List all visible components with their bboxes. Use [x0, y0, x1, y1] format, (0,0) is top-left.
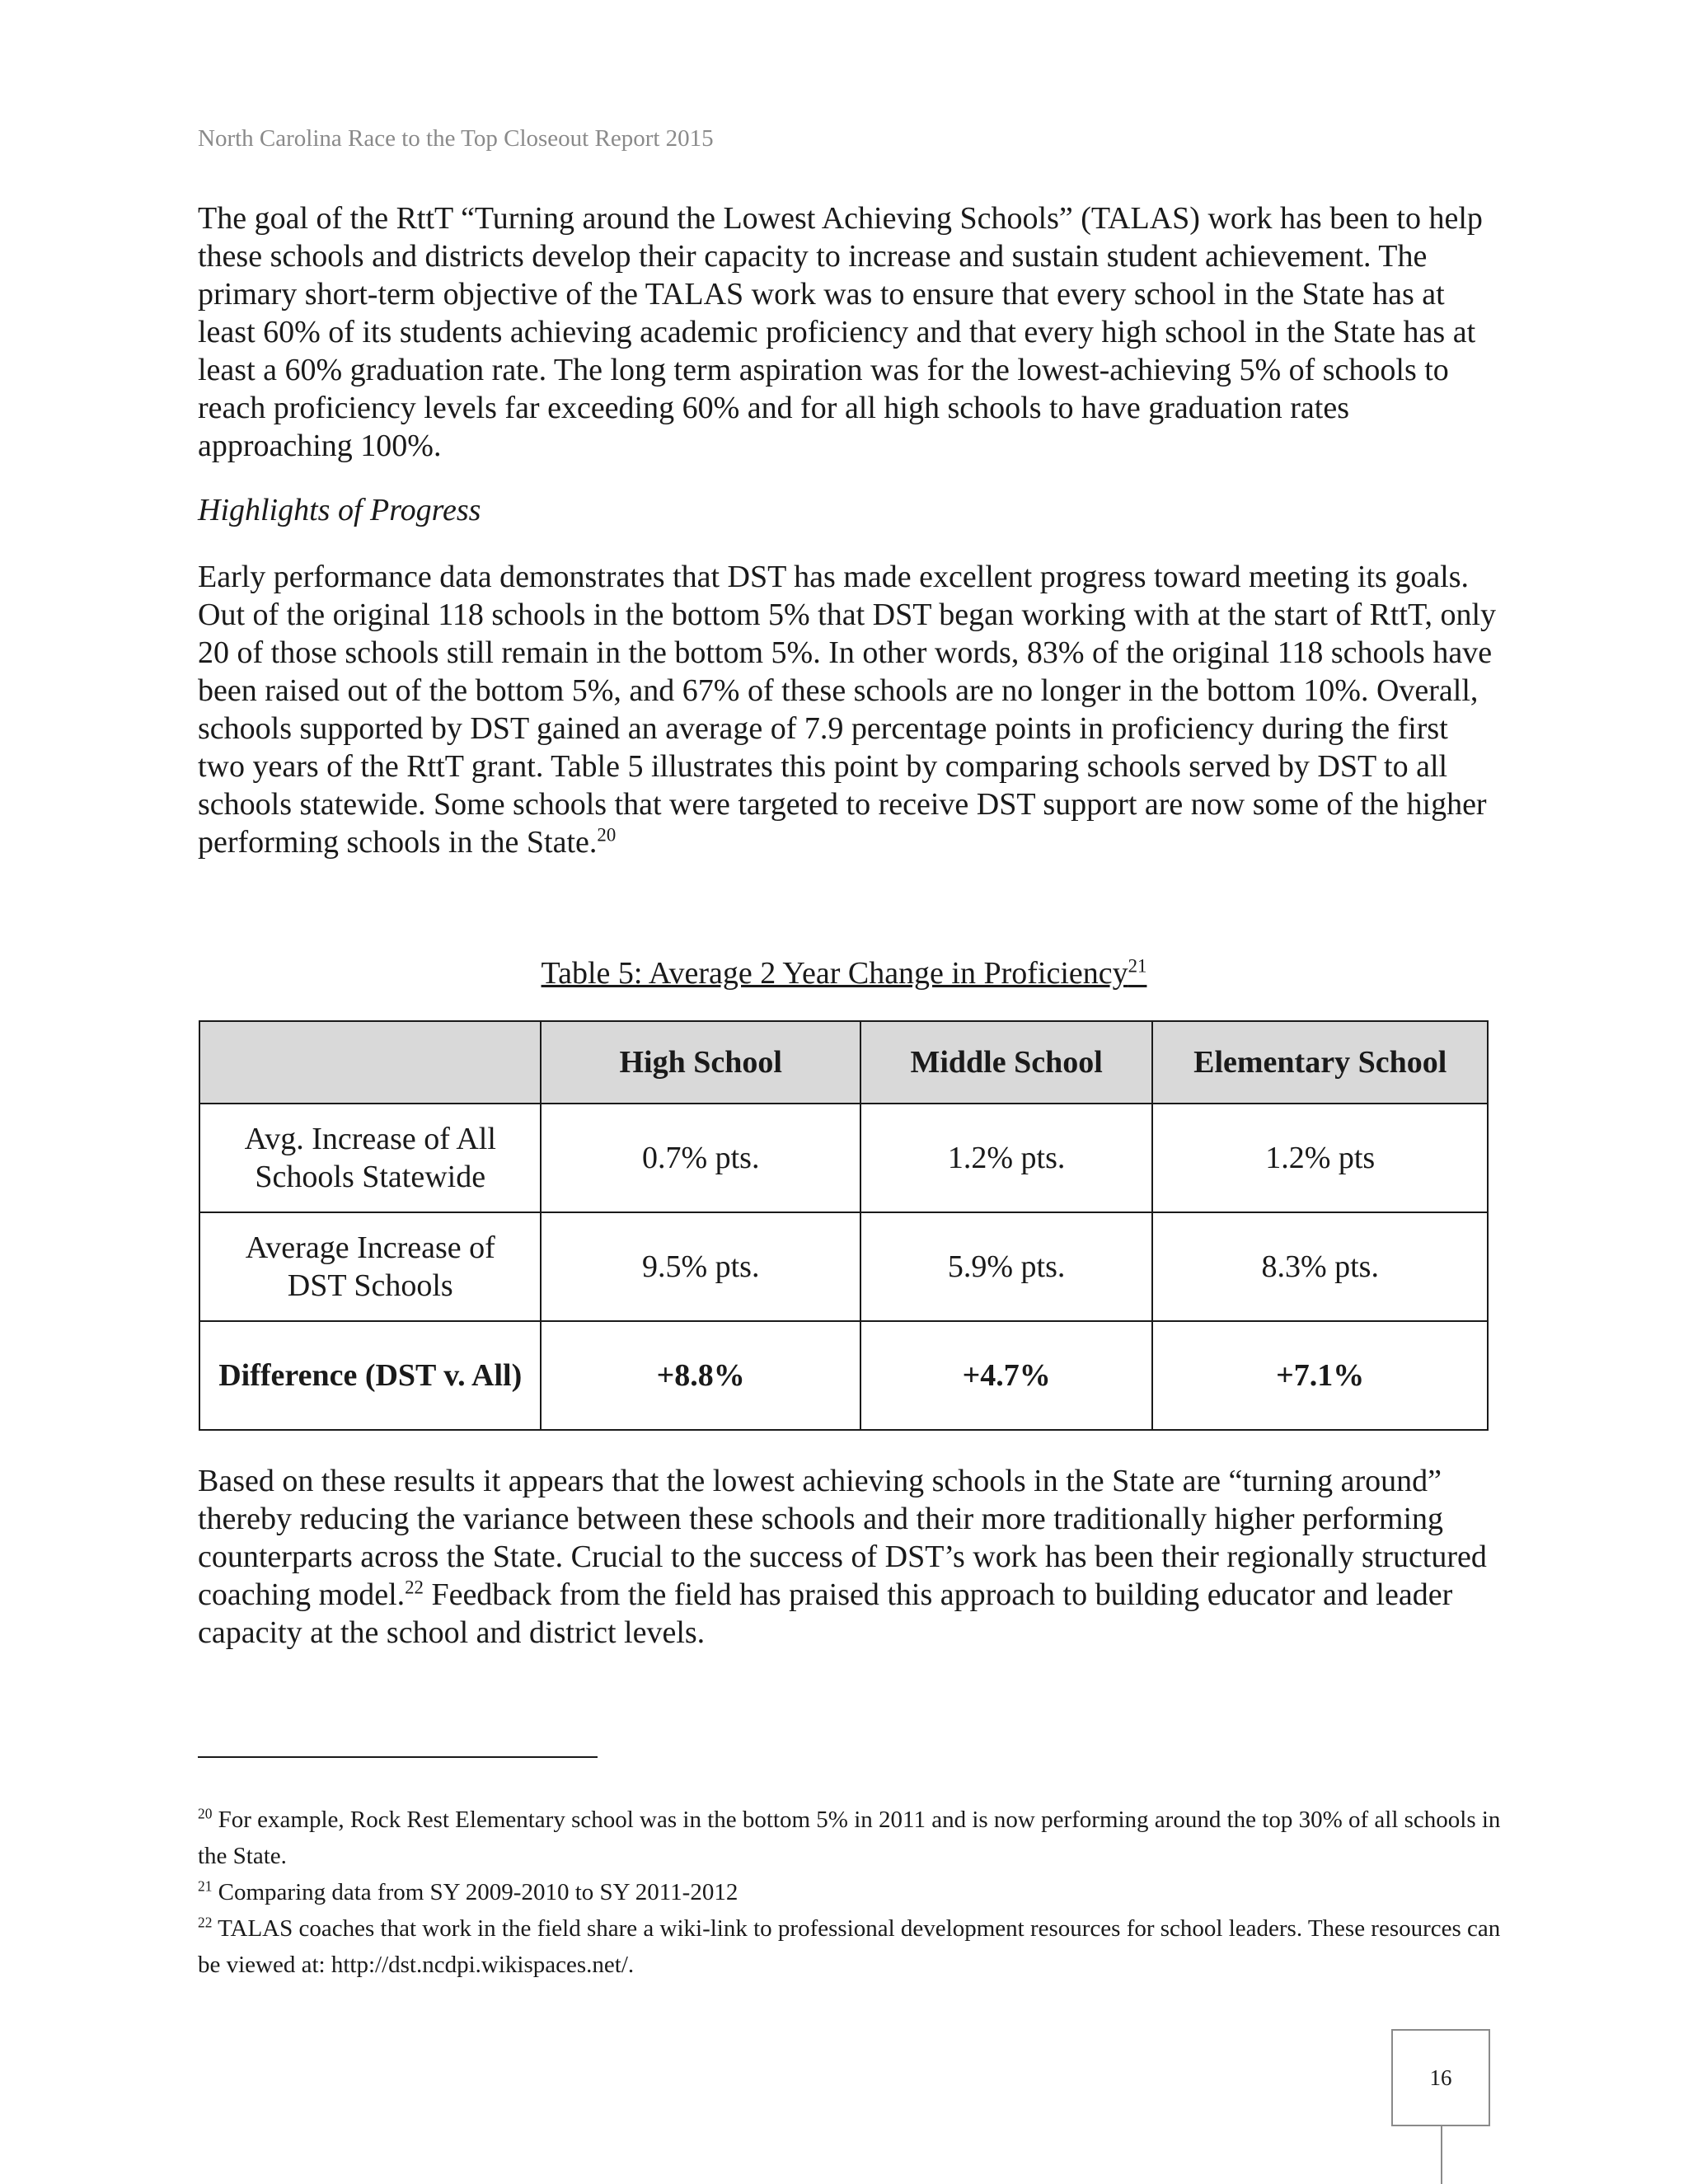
footnote-number: 20 — [198, 1805, 213, 1822]
results-paragraph-text-continued: Feedback from the field has praised this approach to building educator and leader capacity at the school and district levels. — [198, 1577, 1453, 1650]
row-label-difference: Difference (DST v. All) — [199, 1321, 541, 1430]
footnote-20 — [198, 1802, 1517, 1874]
footnote-text: For example, Rock Rest Elementary school was in the bottom 5% in 2011 and is now performing around the top 30% of all schools in the State. — [198, 1807, 1501, 1869]
table-cell: 1.2% pts. — [860, 1104, 1153, 1212]
progress-paragraph-text: Early performance data demonstrates that DST has made excellent progress toward meeting its goals. Out of the original 118 schools in the bottom 5% that DST began working with at the start of RttT, only 20 of those schools still remain in the bottom 5%. In other words, 83% of the original 118 schools have been raised out of the bottom 5%, and 67% of these schools are no longer in the bottom 10%. Overall, schools supported by DST gained an average of 7.9 percentage points in proficiency during the first two years of the RttT grant. Table 5 illustrates this point by comparing schools served by DST to all schools statewide. Some schools that were targeted to receive DST support are now some of the higher performing schools in the State. — [198, 560, 1497, 860]
page-number-stem — [1441, 2125, 1442, 2184]
footnote-separator — [198, 1756, 598, 1758]
footnote-ref-21[interactable]: 21 — [1128, 955, 1147, 977]
section-heading: Highlights of Progress — [198, 493, 481, 527]
table-caption-text: Table 5: Average 2 Year Change in Proficiency — [541, 956, 1128, 991]
table-header-cell-middle-school: Middle School — [860, 1021, 1153, 1104]
row-label-dst-schools: Average Increase of DST Schools — [199, 1212, 541, 1321]
footnote-ref-20[interactable]: 20 — [597, 824, 617, 846]
footnote-number: 21 — [198, 1877, 213, 1895]
table-cell: 0.7% pts. — [541, 1104, 860, 1212]
table-row-difference — [199, 1321, 1488, 1430]
table-header-cell-empty — [199, 1021, 541, 1104]
progress-paragraph — [198, 558, 1500, 861]
table-cell: 5.9% pts. — [860, 1212, 1153, 1321]
table-row — [199, 1104, 1488, 1212]
intro-paragraph: The goal of the RttT “Turning around the Lowest Achieving Schools” (TALAS) work has been to help these schools and districts develop their capacity to increase and sustain student achievement. The primary short-term objective of the TALAS work was to ensure that every school in the State has at least 60% of its students achieving academic proficiency and that every high school in the State has at least a 60% graduation rate. The long term aspiration was for the lowest-achieving 5% of schools to reach proficiency levels far exceeding 60% and for all high schools to have graduation rates approaching 100%. — [198, 201, 1483, 463]
table-cell: 1.2% pts — [1152, 1104, 1488, 1212]
table-cell: 9.5% pts. — [541, 1212, 860, 1321]
results-paragraph-text: Based on these results it appears that the lowest achieving schools in the State are “turning around” thereby reducing the variance between these schools and their more traditionally higher performing counterparts across the State. Crucial to the success of DST’s work has been their regionally structured coaching model. — [198, 1464, 1487, 1612]
footnote-text: TALAS coaches that work in the field share a wiki-link to professional development resources for school leaders. These resources can be viewed at: http://dst.ncdpi.wikispaces.net/. — [198, 1915, 1501, 1978]
footnote-21 — [198, 1874, 1517, 1910]
page-number-box — [1391, 2029, 1490, 2126]
results-paragraph — [198, 1462, 1500, 1652]
running-header: North Carolina Race to the Top Closeout Report 2015 — [198, 125, 714, 152]
table-row — [199, 1212, 1488, 1321]
table-cell: +8.8% — [541, 1321, 860, 1430]
footnote-text: Comparing data from SY 2009-2010 to SY 2011-2012 — [212, 1879, 738, 1905]
row-label-all-schools: Avg. Increase of All Schools Statewide — [199, 1104, 541, 1212]
proficiency-table — [199, 1020, 1489, 1431]
page-number: 16 — [1429, 2064, 1452, 2090]
footnote-ref-22[interactable]: 22 — [405, 1577, 424, 1598]
footnote-number: 22 — [198, 1914, 213, 1931]
table-header-row — [199, 1021, 1488, 1104]
footnote-22 — [198, 1910, 1517, 1983]
table-cell: +4.7% — [860, 1321, 1153, 1430]
table-cell: +7.1% — [1152, 1321, 1488, 1430]
table-header-cell-high-school: High School — [541, 1021, 860, 1104]
table-header-cell-elementary-school: Elementary School — [1152, 1021, 1488, 1104]
table-cell: 8.3% pts. — [1152, 1212, 1488, 1321]
table-caption — [0, 954, 1688, 992]
